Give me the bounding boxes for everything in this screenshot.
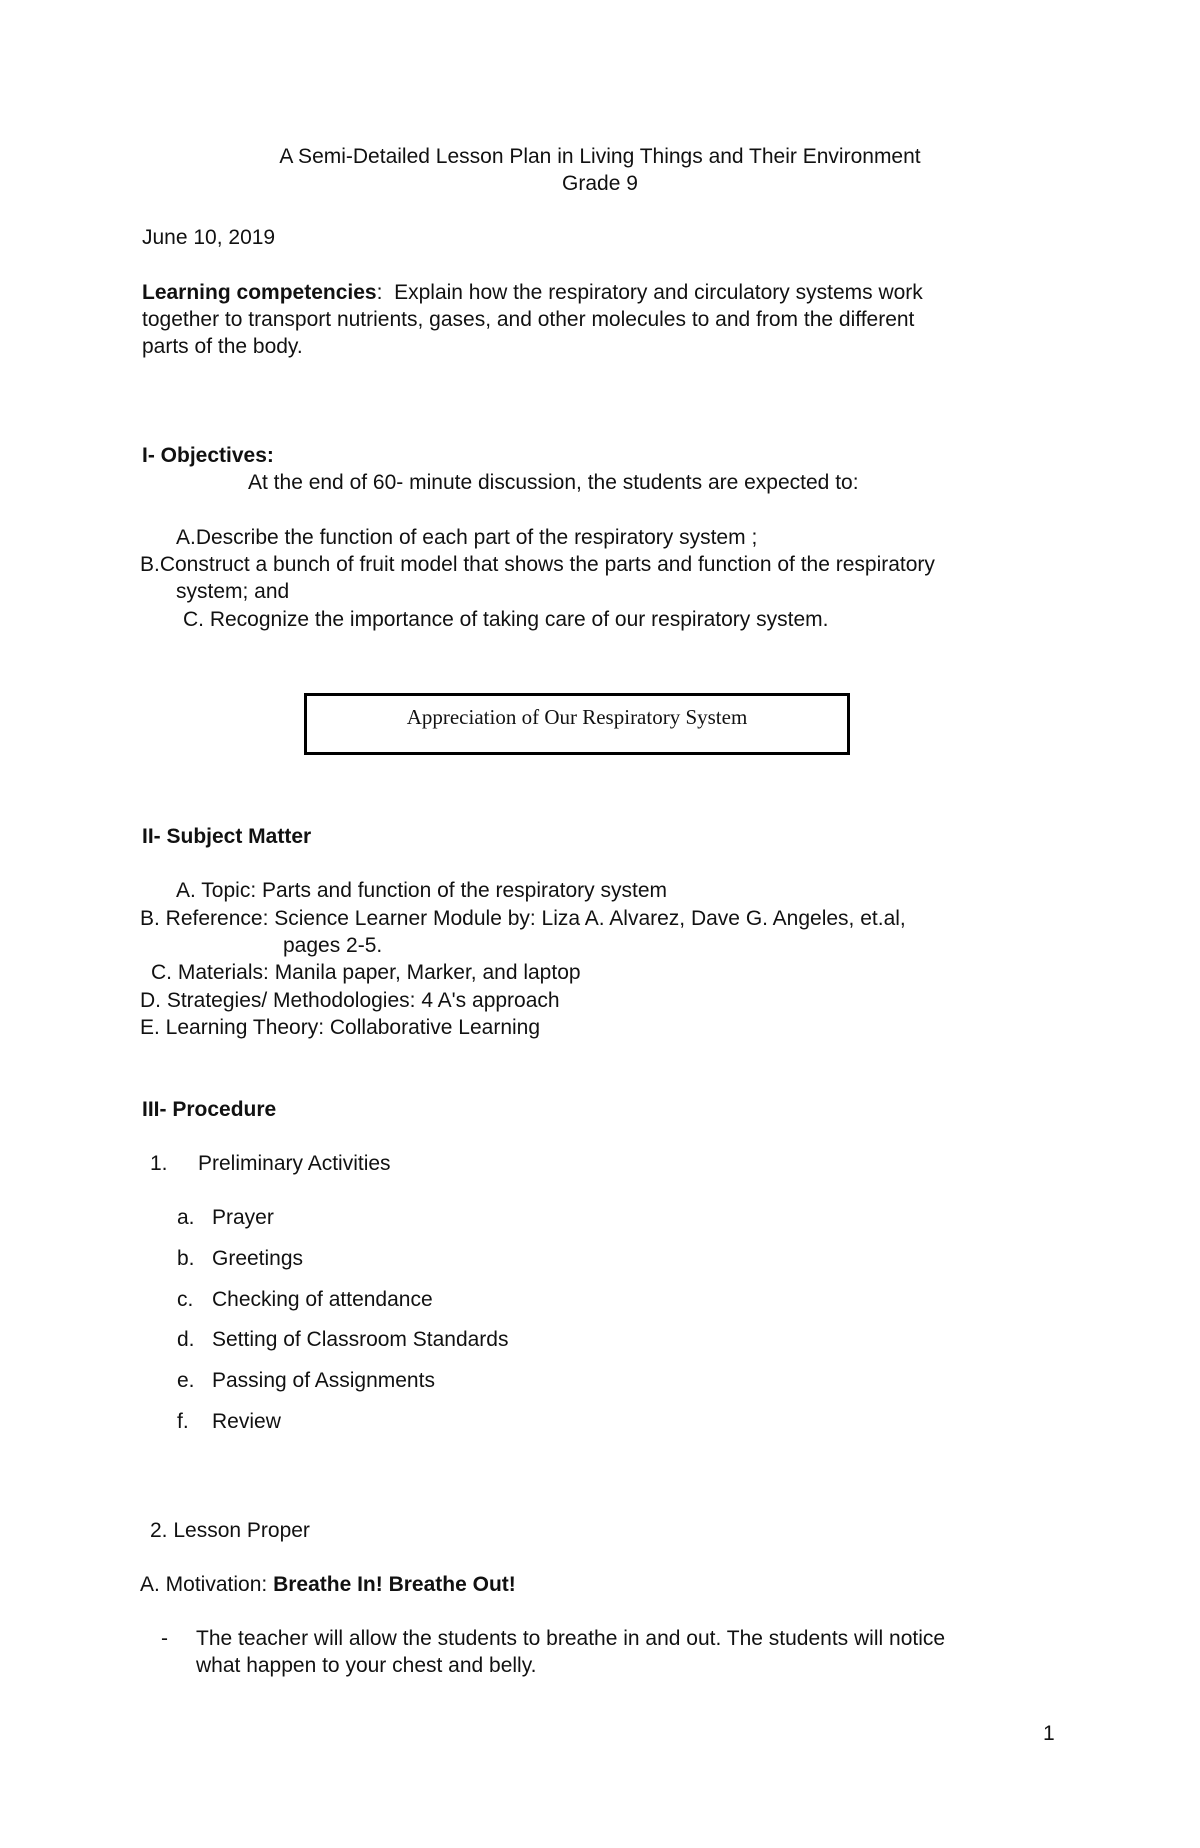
objective-b-line-2: system; and: [176, 580, 290, 603]
activity-item: Greetings: [212, 1247, 304, 1270]
motivation-label: A. Motivation:: [140, 1573, 274, 1596]
competencies-label: Learning competencies: [142, 281, 377, 304]
lesson-date: June 10, 2019: [142, 226, 276, 249]
procedure-heading: III- Procedure: [142, 1098, 277, 1121]
competencies-colon: :: [376, 281, 383, 304]
motivation-line: [140, 1571, 516, 1598]
activity-item: Checking of attendance: [212, 1288, 433, 1311]
activity-item: Review: [212, 1410, 281, 1433]
step-2-lesson-proper: 2. Lesson Proper: [150, 1519, 310, 1542]
activity-item: Passing of Assignments: [212, 1369, 435, 1392]
activity-marker: c.: [177, 1288, 194, 1311]
bullet-dash: -: [161, 1627, 168, 1650]
objectives-intro: At the end of 60- minute discussion, the students are expected to:: [248, 471, 859, 494]
step-1-label: Preliminary Activities: [198, 1152, 391, 1175]
subject-materials: C. Materials: Manila paper, Marker, and laptop: [151, 961, 581, 984]
competencies-line-3: parts of the body.: [142, 335, 303, 358]
theme-box: [304, 693, 850, 755]
motivation-bullet-line-1: The teacher will allow the students to breathe in and out. The students will notice: [196, 1627, 946, 1650]
activity-marker: d.: [177, 1328, 195, 1351]
competencies-text-1: Explain how the respiratory and circulatory systems work: [394, 281, 923, 304]
activity-marker: f.: [177, 1410, 189, 1433]
activity-marker: b.: [177, 1247, 195, 1270]
competencies-line-1: [142, 279, 923, 306]
subject-reference-line-1: B. Reference: Science Learner Module by: Liza A. Alvarez, Dave G. Angeles, et.al,: [140, 907, 906, 930]
subject-topic: A. Topic: Parts and function of the respiratory system: [176, 879, 668, 902]
subject-theory: E. Learning Theory: Collaborative Learning: [140, 1016, 541, 1039]
step-1-number: 1.: [150, 1152, 168, 1175]
document-title: A Semi-Detailed Lesson Plan in Living Things and Their Environment: [279, 145, 921, 168]
objective-c: C. Recognize the importance of taking care of our respiratory system.: [183, 608, 829, 631]
activity-item: Prayer: [212, 1206, 274, 1229]
page-number: 1: [1043, 1722, 1055, 1745]
motivation-bullet-line-2: what happen to your chest and belly.: [196, 1654, 537, 1677]
objectives-heading: I- Objectives:: [142, 444, 274, 467]
subject-strategies: D. Strategies/ Methodologies: 4 A's approach: [140, 989, 560, 1012]
subject-reference-line-2: pages 2-5.: [283, 934, 383, 957]
competencies-line-2: together to transport nutrients, gases, and other molecules to and from the different: [142, 308, 915, 331]
theme-box-title: Appreciation of Our Respiratory System: [406, 705, 748, 729]
activity-marker: e.: [177, 1369, 195, 1392]
activity-item: Setting of Classroom Standards: [212, 1328, 509, 1351]
motivation-title: Breathe In! Breathe Out!: [273, 1573, 516, 1596]
subject-matter-heading: II- Subject Matter: [142, 825, 312, 848]
activity-marker: a.: [177, 1206, 195, 1229]
grade-label: Grade 9: [562, 172, 638, 195]
objective-a: A.Describe the function of each part of the respiratory system ;: [176, 526, 758, 549]
objective-b-line-1: B.Construct a bunch of fruit model that shows the parts and function of the respiratory: [140, 553, 935, 576]
